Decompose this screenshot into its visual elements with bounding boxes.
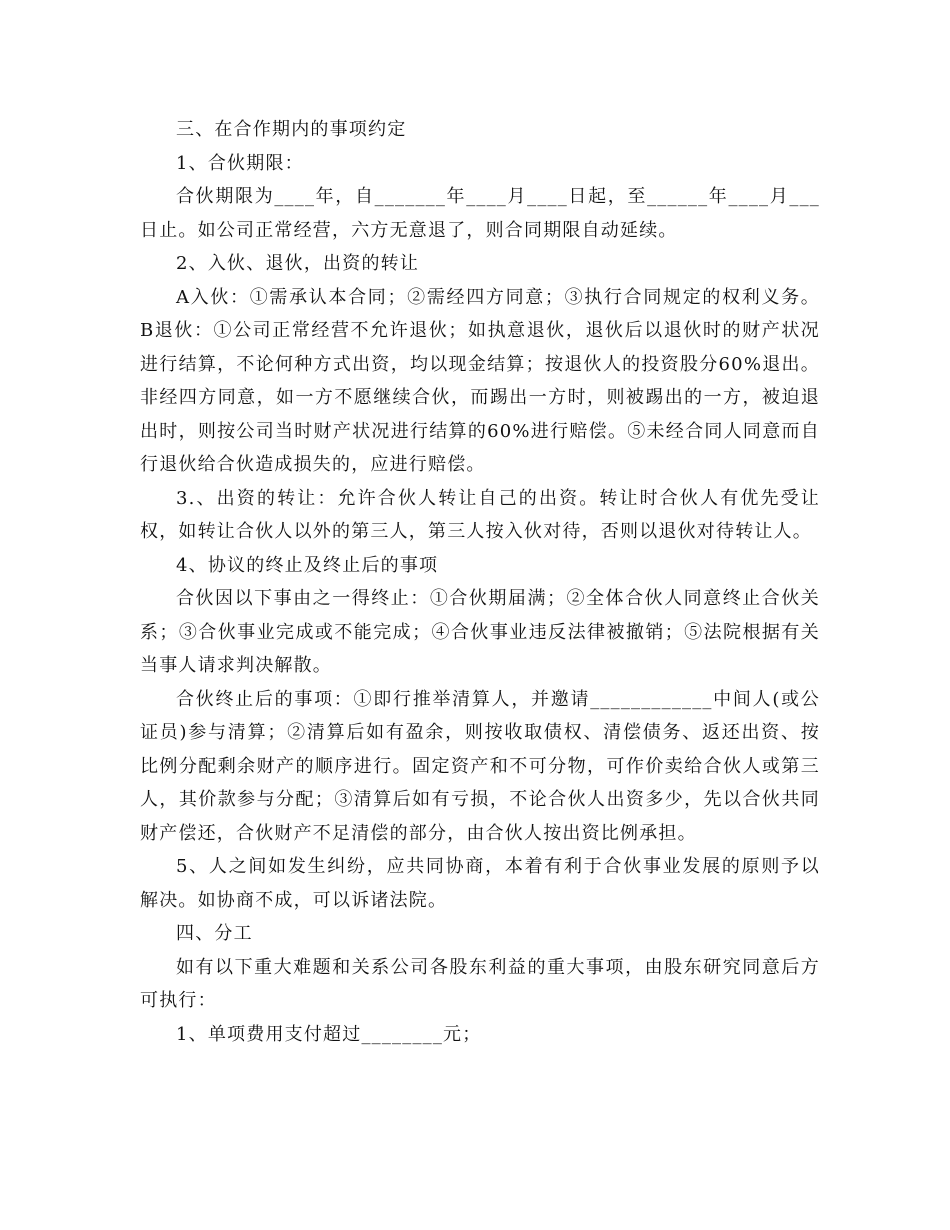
clause-paragraph: 合伙期限为____年，自_______年____月____日起，至______年____月___日止。如公司正常经营，六方无意退了，则合同期限自动延续。 — [140, 186, 820, 241]
clause-paragraph: 如有以下重大难题和关系公司各股东利益的重大事项，由股东研究同意后方可执行： — [140, 956, 820, 1011]
clause-paragraph: 3.、出资的转让：允许合伙人转让自己的出资。转让时合伙人有优先受让权，如转让合伙人以外的第三人，第三人按入伙对待，否则以退伙对待转让人。 — [140, 487, 820, 542]
clause-heading: 2、入伙、退伙，出资的转让 — [176, 253, 420, 274]
clause-paragraph: 5、人之间如发生纠纷，应共同协商，本着有利于合伙事业发展的原则予以解决。如协商不成，可以诉诸法院。 — [140, 856, 820, 911]
clause-paragraph: A入伙：①需承认本合同；②需经四方同意；③执行合同规定的权利义务。 B退伙：①公司正常经营不允许退伙；如执意退伙，退伙后以退伙时的财产状况进行结算，不论何种方式出资，均以现金结算；按退伙人的投资股分60%退出。非经四方同意，如一方不愿继续合伙，而踢出一方时，则被踢出的一方，被迫退出时，则按公司当时财产状况进行结算的60%进行赔偿。⑤未经合同人同意而自行退伙给合伙造成损失的，应进行赔偿。 — [140, 286, 820, 475]
clause-heading: 1、合伙期限： — [176, 152, 304, 174]
section-heading: 四、分工 — [176, 923, 253, 944]
clause-paragraph: 合伙因以下事由之一得终止：①合伙期届满；②全体合伙人同意终止合伙关系；③合伙事业完成或不能完成；④合伙事业违反法律被撤销；⑤法院根据有关当事人请求判决解散。 — [140, 588, 820, 676]
clause-paragraph: 合伙终止后的事项：①即行推举清算人，并邀请____________中间人(或公证员)参与清算；②清算后如有盈余，则按收取债权、清偿债务、返还出资、按比例分配剩余财产的顺序进行。固定资产和不可分物，可作价卖给合伙人或第三人，其价款参与分配；③清算后如有亏损，不论合伙人出资多少，先以合伙共同财产偿还，合伙财产不足清偿的部分，由合伙人按出资比例承担。 — [140, 688, 820, 844]
section-heading: 三、在合作期内的事项约定 — [176, 119, 407, 140]
clause-heading: 4、协议的终止及终止后的事项 — [176, 554, 439, 576]
clause-item: 1、单项费用支付超过________元； — [176, 1023, 482, 1045]
document-page — [140, 113, 820, 1051]
